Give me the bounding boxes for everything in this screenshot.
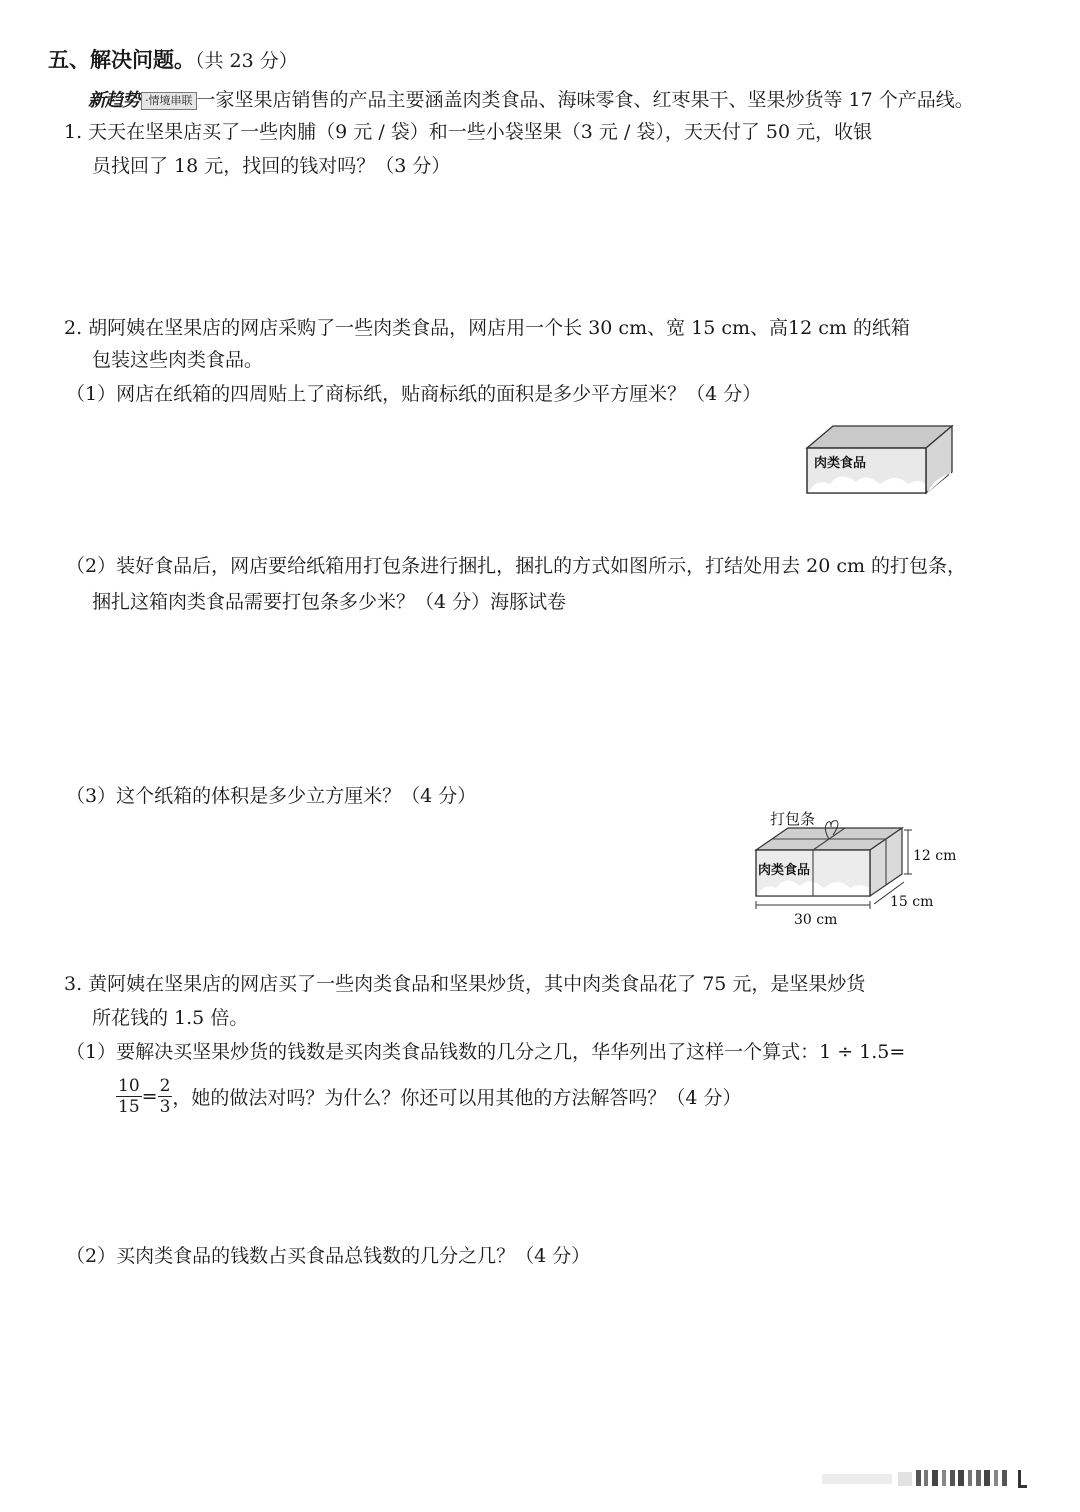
section-header bbox=[48, 46, 298, 75]
q2-sub3: （3）这个纸箱的体积是多少立方厘米？（4 分） bbox=[66, 785, 477, 807]
q2-line1: 2. 胡阿姨在坚果店的网店采购了一些肉类食品，网店用一个长 30 cm、宽 15 cm、高12 cm 的纸箱 bbox=[64, 317, 910, 339]
badge-main-text: 新趋势 bbox=[88, 90, 139, 111]
q2-sub2-line2 bbox=[92, 588, 566, 616]
box-figure-1 bbox=[800, 420, 960, 500]
fraction-numerator: 2 bbox=[159, 1076, 171, 1096]
strap-label: 打包条 bbox=[770, 810, 816, 828]
intro-text: 一家坚果店销售的产品主要涵盖肉类食品、海味零食、红枣果干、坚果炒货等 17 个产品线。 bbox=[196, 89, 974, 111]
q3-sub1-line1: （1）要解决买坚果炒货的钱数是买肉类食品钱数的几分之几，华华列出了这样一个算式：1 ÷ 1.5= bbox=[66, 1041, 906, 1063]
q2-sub1: （1）网店在纸箱的四周贴上了商标纸，贴商标纸的面积是多少平方厘米？（4 分） bbox=[66, 383, 762, 405]
watermark-text: 海豚试卷 bbox=[490, 591, 567, 613]
section-points: （共 23 分） bbox=[195, 50, 298, 72]
fraction-denominator: 15 bbox=[118, 1097, 140, 1117]
height-label: 12 cm bbox=[913, 848, 957, 864]
box2-label: 肉类食品 bbox=[758, 863, 811, 878]
q2-line2: 包装这些肉类食品。 bbox=[92, 349, 264, 371]
q3-line2: 所花钱的 1.5 倍。 bbox=[92, 1007, 249, 1029]
q3-sub1-line2-text: ，她的做法对吗？为什么？你还可以用其他的方法解答吗？（4 分） bbox=[172, 1087, 742, 1109]
length-label: 30 cm bbox=[794, 912, 838, 928]
q2-sub2-line1: （2）装好食品后，网店要给纸箱用打包条进行捆扎，捆扎的方式如图所示，打结处用去 20 cm 的打包条， bbox=[66, 555, 967, 577]
q2-sub2-line2-text: 捆扎这箱肉类食品需要打包条多少米？（4 分） bbox=[92, 591, 491, 613]
fraction-2-3 bbox=[158, 1076, 173, 1117]
width-label: 15 cm bbox=[890, 894, 934, 910]
q3-sub1-line2 bbox=[116, 1076, 742, 1117]
intro-line bbox=[88, 86, 974, 115]
scan-artifact-bars bbox=[818, 1466, 1058, 1490]
q3-sub2: （2）买肉类食品的钱数占买食品总钱数的几分之几？（4 分） bbox=[66, 1245, 591, 1267]
badge-tag-text: ·情境串联 bbox=[141, 92, 197, 110]
new-trend-badge bbox=[88, 87, 197, 115]
box1-label: 肉类食品 bbox=[814, 456, 867, 471]
fraction-10-15 bbox=[116, 1076, 142, 1117]
fraction-numerator: 10 bbox=[118, 1076, 140, 1096]
equals-sign: = bbox=[141, 1085, 158, 1108]
section-title: 五、解决问题。 bbox=[48, 48, 195, 72]
q1-line2: 员找回了 18 元，找回的钱对吗？（3 分） bbox=[92, 155, 451, 177]
q3-line1: 3. 黄阿姨在坚果店的网店买了一些肉类食品和坚果炒货，其中肉类食品花了 75 元，是坚果炒货 bbox=[64, 973, 866, 995]
box-figure-2 bbox=[748, 802, 968, 932]
fraction-denominator: 3 bbox=[159, 1097, 171, 1117]
q1-line1: 1. 天天在坚果店买了一些肉脯（9 元 / 袋）和一些小袋坚果（3 元 / 袋），天天付了 50 元，收银 bbox=[64, 121, 873, 143]
